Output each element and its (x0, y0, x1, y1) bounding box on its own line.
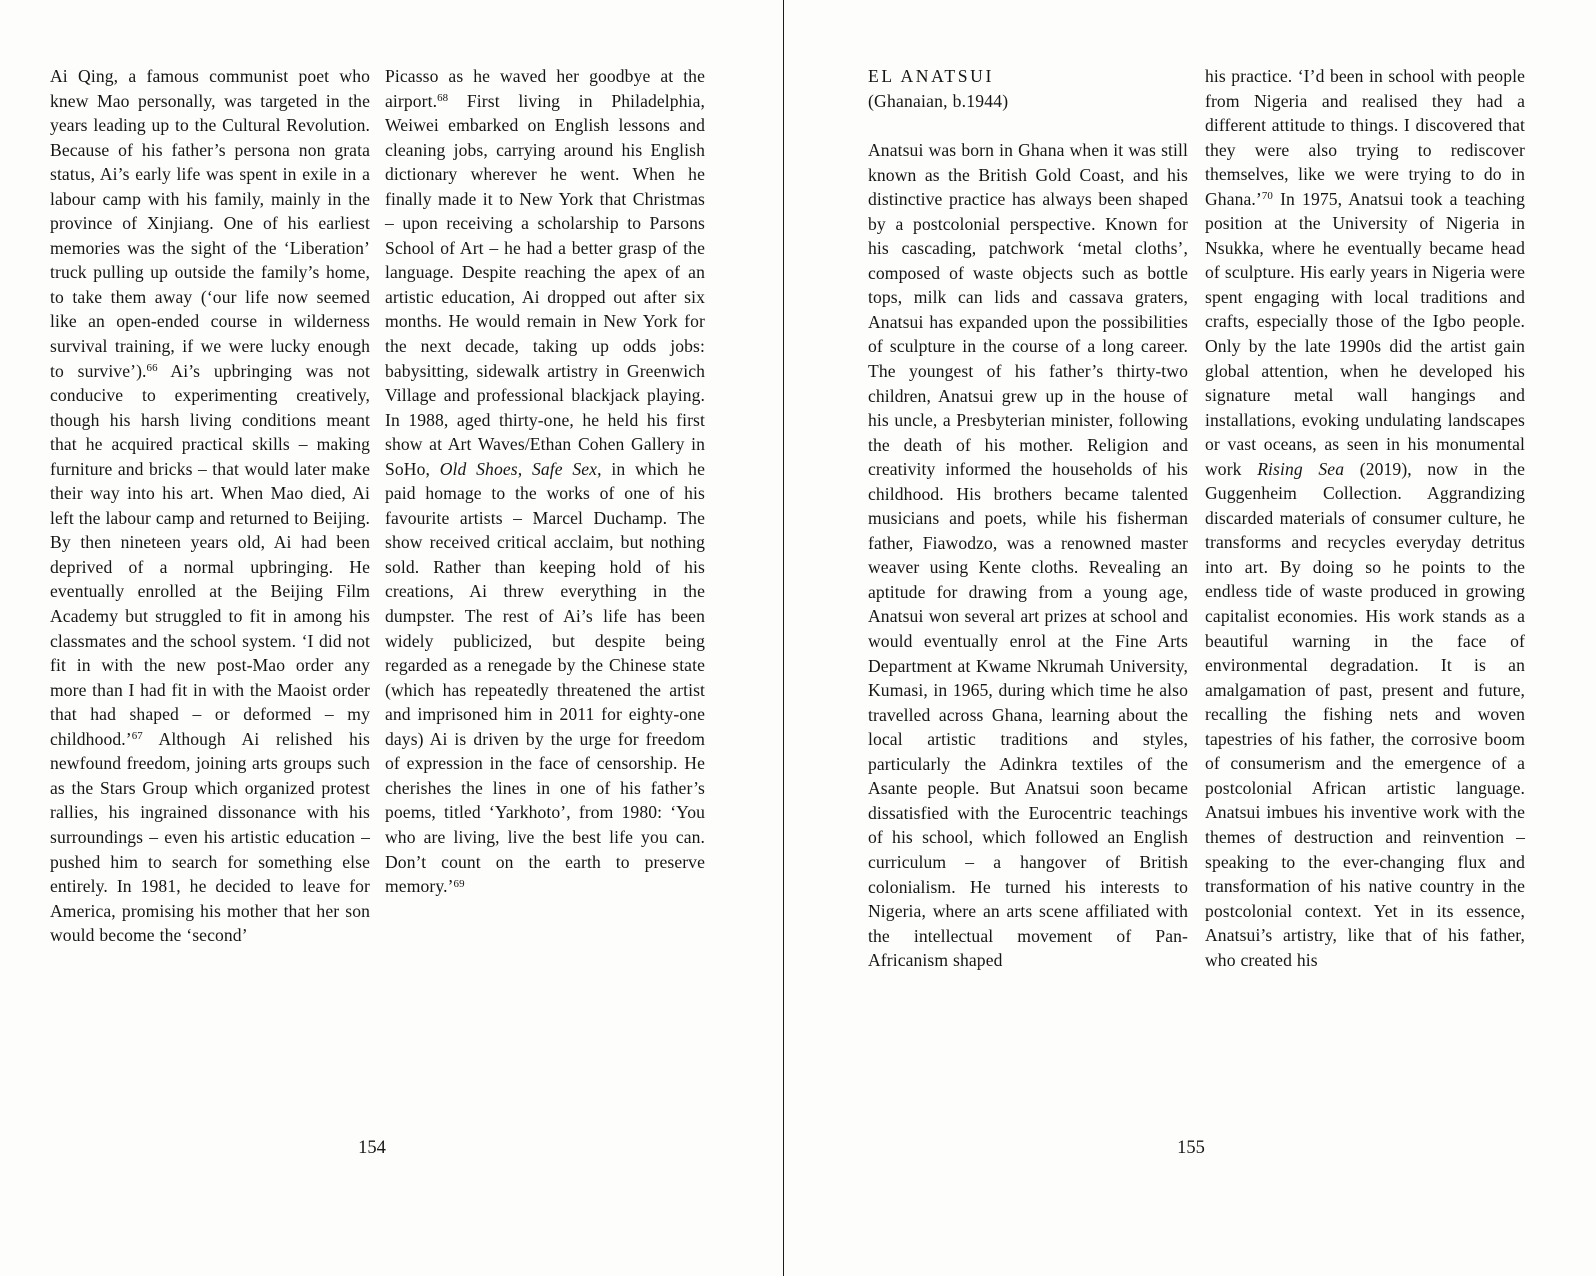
right-page-column-2: his practice. ‘I’d been in school with people from Nigeria and realised they had a different attitude to things. I discovered that they were also trying to rediscover themselves, like we were trying to do in Ghana.’$^{70}$ In 1975, Anatsui took a teaching position at the University of Nigeria in Nsukka, where he eventually became head of sculpture. His early years in Nigeria were spent engaging with local traditions and crafts, especially those of the Igbo people. Only by the late 1990s did the artist gain global attention, when he developed his signature metal wall hangings and installations, evoking undulating landscapes or vast oceans, as seen in his monumental work Rising Sea (2019), now in the Guggenheim Collection. Aggrandizing discarded materials of consumer culture, he transforms and recycles everyday detritus into art. By doing so he points to the endless tide of waste produced in growing capitalist economies. His work stands as a beautiful warning in the face of environmental degradation. It is an amalgamation of past, present and future, recalling the fishing nets and woven tapestries of his father, the corrosive boom of consumerism and the emergence of a postcolonial African artistic language. Anatsui imbues his inventive work with the themes of destruction and reinvention – speaking to the ever-changing flux and transformation of his native country in the postcolonial context. Yet in its essence, Anatsui’s artistry, like that of his father, who created his (1205, 66, 1525, 970)
right-page-column-1 (868, 64, 1188, 973)
left-page-column-2: Picasso as he waved her goodbye at the airport.$^{68}$ First living in Philadelphia, Weiwei embarked on English lessons and cleaning jobs, carrying around his English dictionary wherever he went. When he finally made it to New York that Christmas – upon receiving a scholarship to Parsons School of Art – he had a better grasp of the language. Despite reaching the apex of an artistic education, Ai dropped out after six months. He would remain in New York for the next decade, taking up odds jobs: babysitting, sidewalk artistry in Greenwich Village and professional blackjack playing. In 1988, aged thirty-one, he held his first show at Art Waves/Ethan Cohen Gallery in SoHo, Old Shoes, Safe Sex, in which he paid homage to the works of one of his favourite artists – Marcel Duchamp. The show received critical acclaim, but nothing sold. Rather than keeping hold of his creations, Ai threw everything in the dumpster. The rest of Ai’s life has been widely publicized, but despite being regarded as a renegade by the Chinese state (which has repeatedly threatened the artist and imprisoned him in 2011 for eighty-one days) Ai is driven by the urge for freedom of expression in the face of censorship. He cherishes the lines in one of his father’s poems, titled ‘Yarkhoto’, from 1980: ‘You who are living, live the best life you can. Don’t count on the earth to preserve memory.’$^{69}$ (385, 66, 705, 897)
artist-nationality-birth: (Ghanaian, b.1944) (868, 90, 1009, 111)
artist-name: EL ANATSUI (868, 66, 994, 86)
artist-heading (868, 64, 1188, 113)
left-page-column-1: Ai Qing, a famous communist poet who knew Mao personally, was targeted in the years leading up to the Cultural Revolution. Because of his father’s persona non grata status, Ai’s early life was spent in exile in a labour camp with his family, mainly in the province of Xinjiang. One of his earliest memories was the sight of the ‘Liberation’ truck pulling up outside the family’s home, to take them away (‘our life now seemed like an open-ended course in wilderness survival training, if we were lucky enough to survive’).$^{66}$ Ai’s upbringing was not conducive to experimenting creatively, though his harsh living conditions meant that he acquired practical skills – making furniture and bricks – that would later make their way into his art. When Mao died, Ai left the labour camp and returned to Beijing. By then nineteen years old, Ai had been deprived of a normal upbringing. He eventually enrolled at the Beijing Film Academy but struggled to fit in among his classmates and the school system. ‘I did not fit in with the new post-Mao order any more than I had fit in with the Maoist order that had shaped – or deformed – my childhood.’$^{67}$ Although Ai relished his newfound freedom, joining arts groups such as the Stars Group which organized protest rallies, his ingrained dissonance with his surroundings – even his artistic education – pushed him to search for something else entirely. In 1981, he decided to leave for America, promising his mother that her son would become the ‘second’ (50, 66, 370, 946)
artist-bio-text: Anatsui was born in Ghana when it was still known as the British Gold Coast, and his distinctive practice has always been shaped by a postcolonial perspective. Known for his cascading, patchwork ‘metal cloths’, composed of waste objects such as bottle tops, milk can lids and cassava graters, Anatsui has expanded upon the possibilities of sculpture in the course of a long career. The youngest of his father’s thirty-two children, Anatsui grew up in the house of his uncle, a Presbyterian minister, following the death of his mother. Religion and creativity informed the households of his childhood. His brothers became talented musicians and poets, while his fisherman father, Fiawodzo, was a renowned master weaver using Kente cloths. Revealing an aptitude for drawing from a young age, Anatsui won several art prizes at school and would eventually enrol at the Fine Arts Department at Kwame Nkrumah University, Kumasi, in 1965, during which time he also travelled across Ghana, learning about the local artistic traditions and styles, particularly the Adinkra textiles of the Asante people. But Anatsui soon became dissatisfied with the Eurocentric teachings of his school, which followed an English curriculum – a hangover of British colonialism. He turned his interests to Nigeria, where an arts scene affiliated with the intellectual movement of Pan-Africanism shaped (868, 140, 1188, 971)
page-155 (784, 0, 1596, 1276)
page-number-left: 154 (358, 1138, 386, 1158)
page-number-right: 155 (1177, 1138, 1205, 1158)
page-154 (0, 0, 783, 1276)
